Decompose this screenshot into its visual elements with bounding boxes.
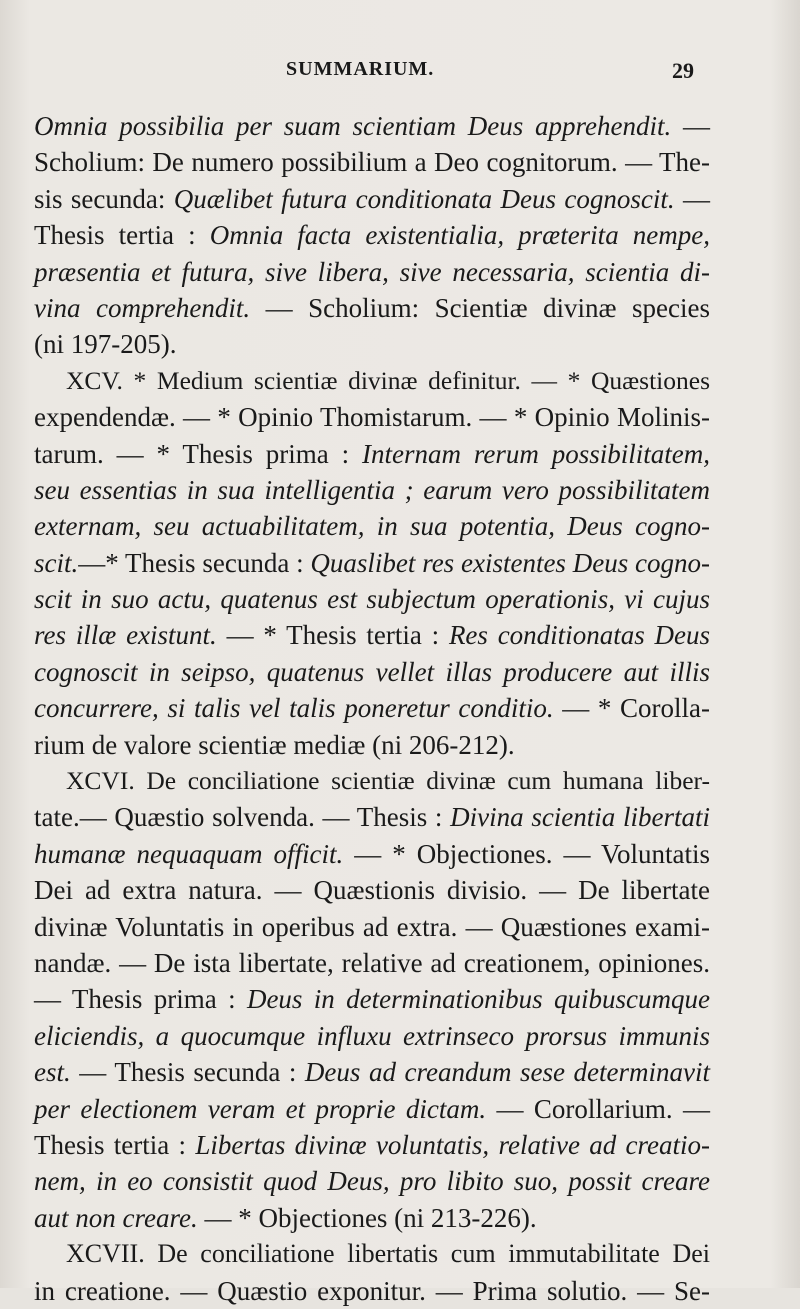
italic-text: scit in suo actu, quatenus est subjectum operationis, vi cujus <box>34 584 710 615</box>
text-line <box>34 945 710 981</box>
roman-text: — Thesis prima : <box>34 984 247 1015</box>
roman-text: — Thesis secunda : <box>70 1057 305 1088</box>
text-line <box>34 690 710 726</box>
text-line <box>34 872 710 908</box>
text-line <box>34 1200 710 1236</box>
italic-text: externam, seu actuabilitatem, in sua potentia, Deus cogno- <box>34 511 710 542</box>
italic-text: eliciendis, a quocumque influxu extrinseco prorsus immunis <box>34 1020 710 1051</box>
roman-text: sis secunda: <box>34 183 174 214</box>
roman-text: tarum. — * Thesis prima : <box>34 438 362 469</box>
roman-text: Thesis tertia : <box>34 220 210 251</box>
italic-text: Divina scientia libertati <box>450 802 710 833</box>
italic-text: Quaslibet res existentes Deus cogno- <box>310 547 710 578</box>
italic-text: est. <box>34 1057 71 1088</box>
text-line <box>34 108 710 144</box>
roman-text: — * Objectiones. — Voluntatis <box>343 838 711 869</box>
italic-text: cognoscit in seipso, quatenus vellet illas producere aut illis <box>34 656 710 687</box>
page-number: 29 <box>672 58 694 83</box>
text-line <box>34 472 710 508</box>
text-line <box>34 981 710 1017</box>
italic-text: nem, in eo consistit quod Deus, pro libito suo, possit creare <box>34 1166 710 1197</box>
roman-text: — Corollarium. — <box>486 1093 711 1124</box>
roman-text: XCV. * Medium scientiæ divinæ definitur. — * Quæstiones <box>66 365 710 395</box>
roman-text: divinæ Voluntatis in operibus ad extra. — Quæstiones exami- <box>34 911 710 942</box>
roman-text: —* Thesis secunda : <box>78 547 311 578</box>
italic-text: humanæ nequaquam officit. <box>34 838 344 869</box>
roman-text: — * Thesis tertia : <box>216 620 449 651</box>
text-line <box>34 1018 710 1054</box>
roman-text: tate.— Quæstio solvenda. — Thesis : <box>34 802 451 833</box>
text-line <box>34 217 710 253</box>
text-line <box>34 617 710 653</box>
italic-text: Deus ad creandum sese determinavit <box>304 1057 710 1088</box>
italic-text: Omnia possibilia per suam scientiam Deus apprehendit. <box>34 111 672 141</box>
italic-text: scit. <box>34 547 79 578</box>
text-line <box>34 399 710 435</box>
roman-text: Scholium: De numero possibilium a Deo cognitorum. — The- <box>34 147 710 178</box>
text-line <box>34 326 710 362</box>
text-line <box>34 654 710 690</box>
italic-text: aut non creare. <box>34 1202 198 1233</box>
roman-text: in creatione. — Quæstio exponitur. — Prima solutio. — Se- <box>34 1275 710 1306</box>
text-line <box>34 545 710 581</box>
roman-text: XCVII. De conciliatione libertatis cum immutabilitate Dei <box>66 1239 710 1269</box>
italic-text: Libertas divinæ voluntatis, relative ad creatio- <box>195 1129 710 1160</box>
text-line <box>34 436 710 472</box>
text-line <box>34 1054 710 1090</box>
text-line <box>34 290 710 326</box>
italic-text: per electionem veram et proprie dictam. <box>34 1093 487 1124</box>
text-line <box>34 836 710 872</box>
text-line <box>34 727 710 763</box>
text-line <box>34 1236 710 1272</box>
roman-text: expendendæ. — * Opinio Thomistarum. — * Opinio Molinis- <box>34 402 710 433</box>
text-line <box>34 1091 710 1127</box>
roman-text: nandæ. — De ista libertate, relative ad creationem, opiniones. <box>34 947 710 978</box>
text-line <box>34 909 710 945</box>
text-line <box>34 763 710 799</box>
page-header <box>0 58 800 88</box>
text-line <box>34 181 710 217</box>
italic-text: præsentia et futura, sive libera, sive necessaria, scientia di- <box>34 256 710 287</box>
italic-text: Omnia facta existentialia, præterita nempe, <box>209 220 710 251</box>
roman-text: — <box>671 111 711 141</box>
roman-text: — * Objectiones (ni 213-226). <box>197 1202 537 1233</box>
italic-text: Deus in determinationibus quibuscumque <box>246 984 710 1015</box>
text-line <box>34 1127 710 1163</box>
roman-text: rium de valore scientiæ mediæ (ni 206-212). <box>34 729 515 760</box>
italic-text: vina comprehendit. <box>34 292 251 323</box>
roman-text: — * Corolla- <box>553 693 710 724</box>
text-line <box>34 144 710 180</box>
roman-text: — Scholium: Scientiæ divinæ species <box>250 292 710 323</box>
italic-text: Res conditionatas Deus <box>448 620 710 651</box>
italic-text: seu essentias in sua intelligentia ; earum vero possibilitatem <box>34 474 710 505</box>
text-line <box>34 254 710 290</box>
roman-text: Thesis tertia : <box>34 1129 196 1160</box>
text-line <box>34 581 710 617</box>
roman-text: (ni 197-205). <box>34 329 177 360</box>
running-head: SUMMARIUM. <box>286 58 435 80</box>
italic-text: res illæ existunt. <box>34 620 217 651</box>
text-line <box>34 1273 710 1309</box>
roman-text: XCVI. De conciliatione scientiæ divinæ cum humana liber- <box>66 766 710 796</box>
roman-text: — <box>674 183 710 214</box>
italic-text: Internam rerum possibilitatem, <box>362 438 710 469</box>
text-line <box>34 799 710 835</box>
summary-text <box>34 108 710 1309</box>
italic-text: Quælibet futura conditionata Deus cognoscit. <box>173 183 675 214</box>
text-line <box>34 1163 710 1199</box>
roman-text: Dei ad extra natura. — Quæstionis divisio. — De libertate <box>34 875 710 906</box>
text-line <box>34 508 710 544</box>
italic-text: concurrere, si talis vel talis poneretur conditio. <box>34 693 554 724</box>
text-line <box>34 363 710 399</box>
